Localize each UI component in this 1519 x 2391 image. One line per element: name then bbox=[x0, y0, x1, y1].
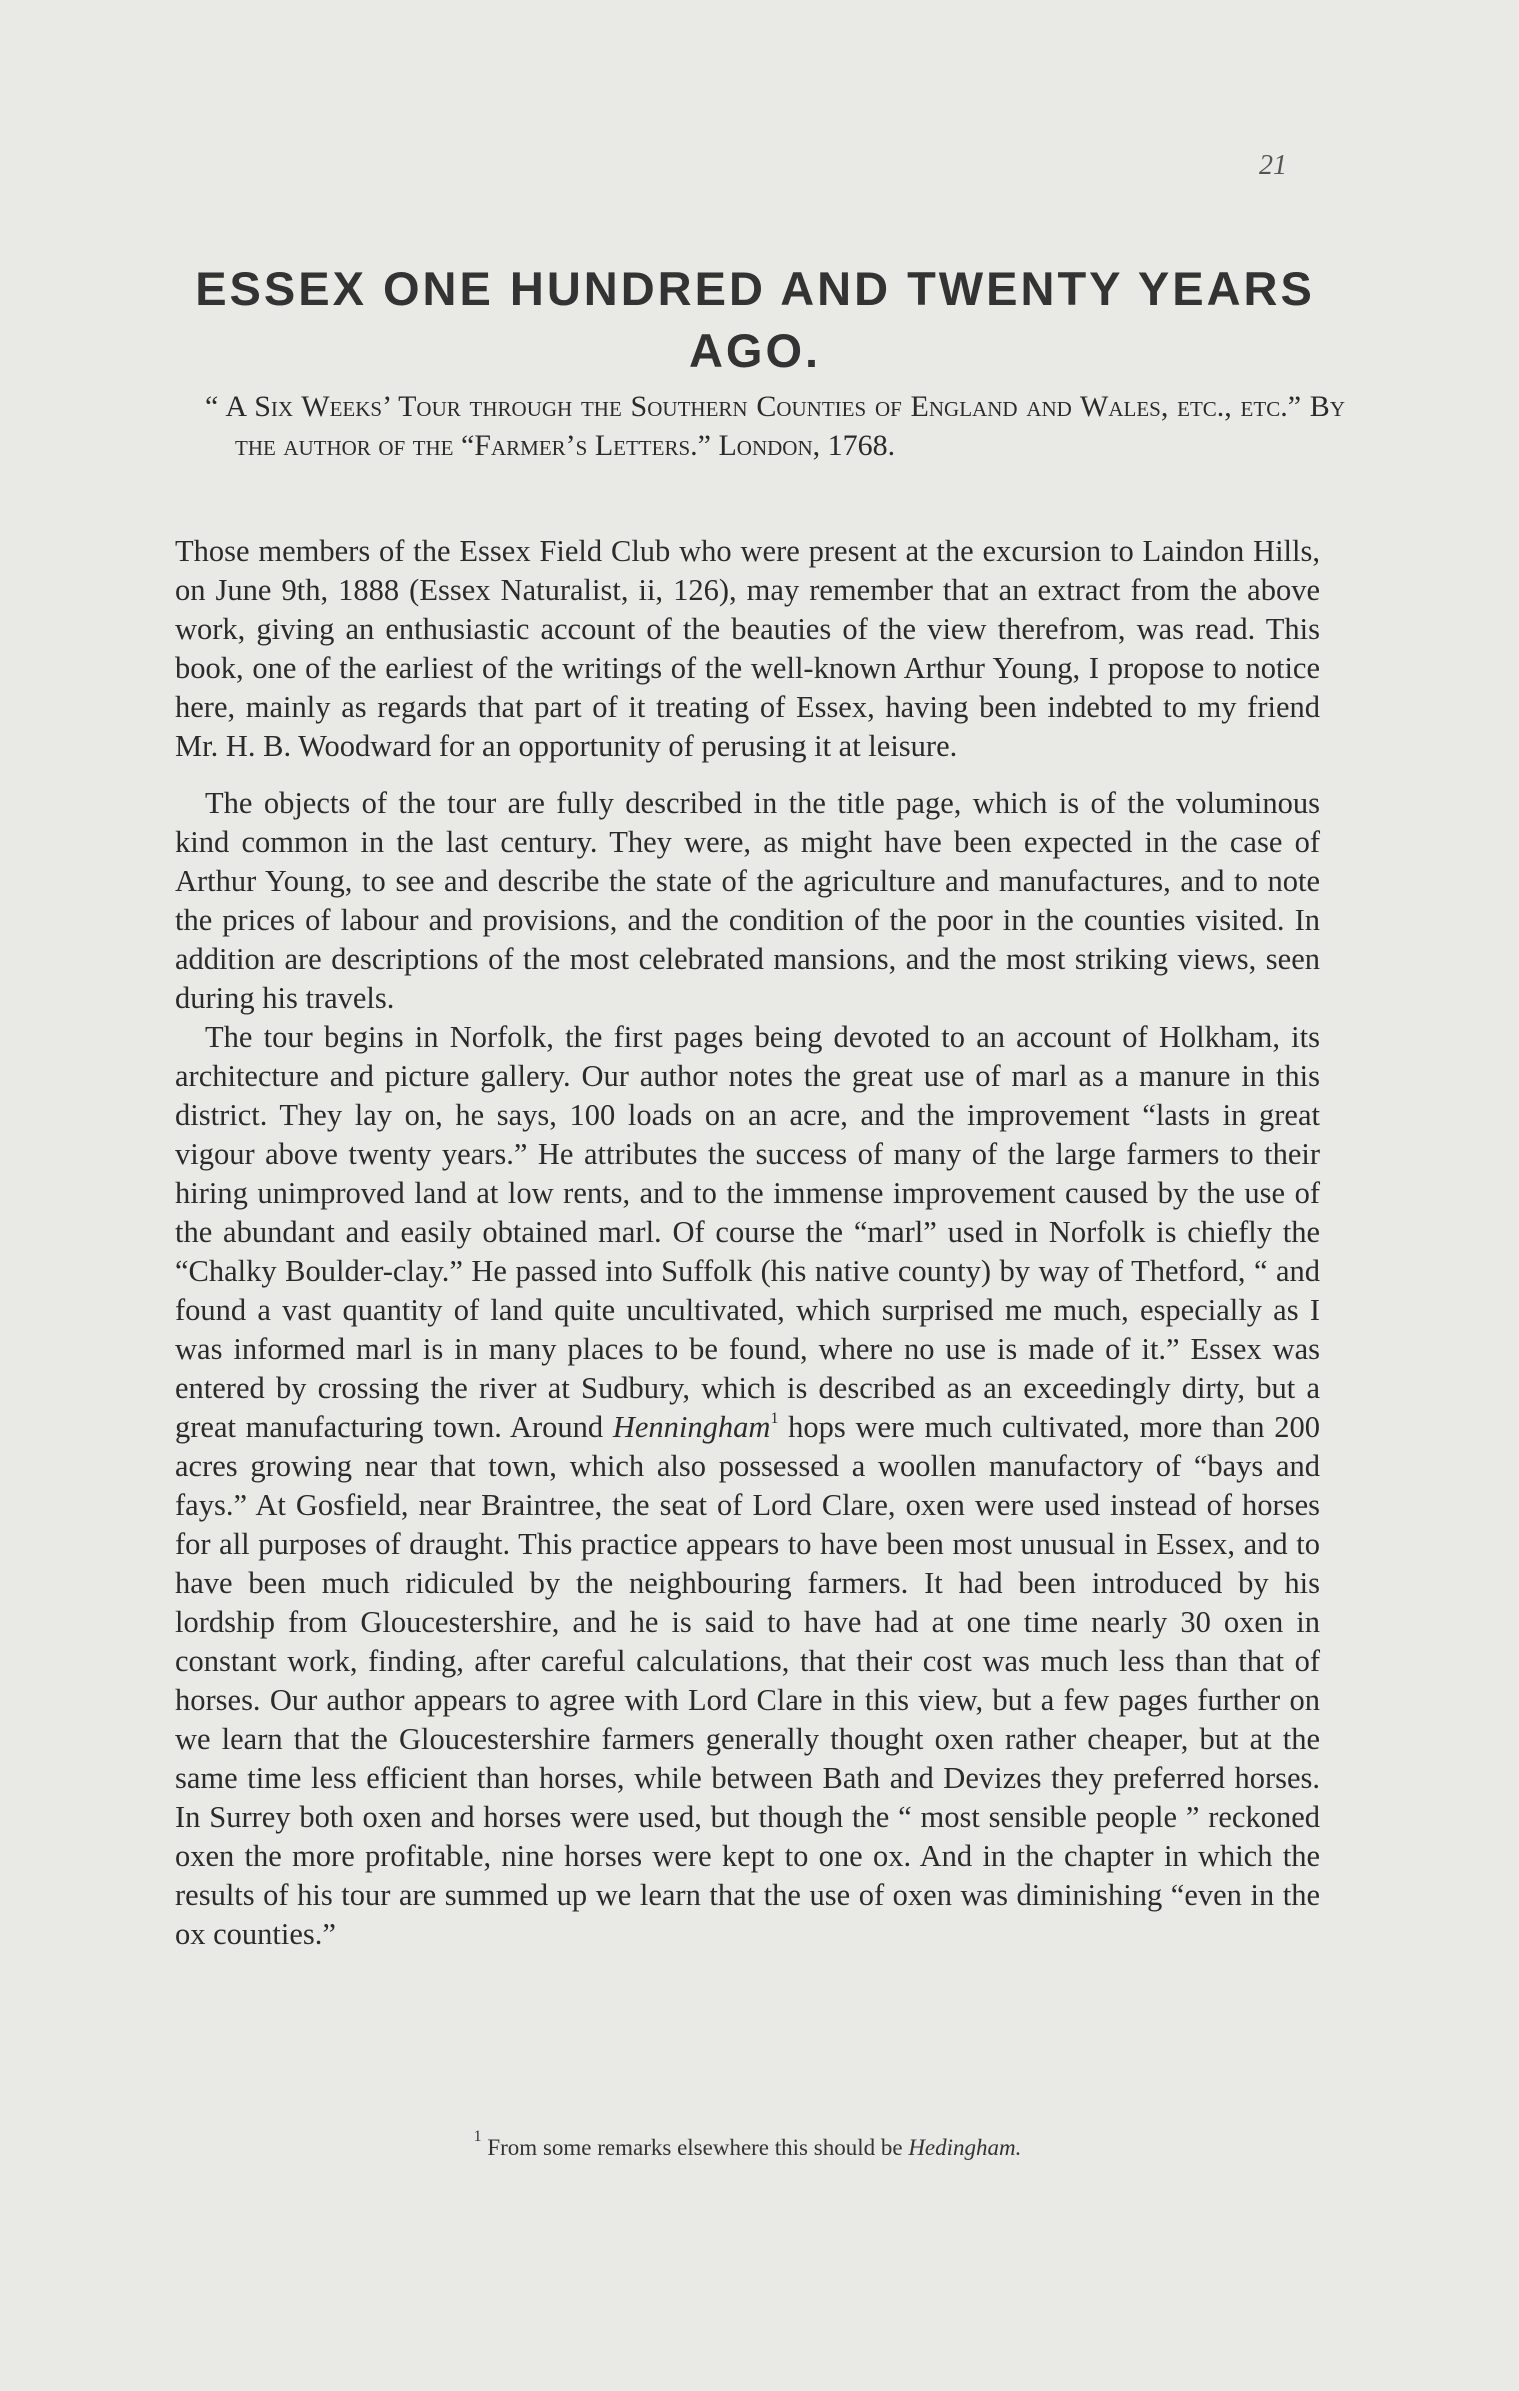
article-title: ESSEX ONE HUNDRED AND TWENTY YEARS AGO. bbox=[195, 262, 1315, 377]
paragraph-2: The objects of the tour are fully described in the title page, which is of the voluminous kind common in the last century. They were, as might have been expected in the case of Arthur Young, to see and describe the state of the agriculture and manufactures, and to note the prices of labour and provisions, and the condition of the poor in the counties visited. In addition are descriptions of the most celebrated mansions, and the most striking views, seen during his travels. bbox=[175, 786, 1320, 1015]
paragraph-3-text-b: hops were much cultivated, more than 200 acres growing near that town, which also possessed a woollen manufactory of “bays and fays.” At Gosfield, near Braintree, the seat of Lord Clare, oxen were used instead of horses for all purposes of draught. This practice appears to have been most unusual in Essex, and to have been much ridiculed by the neighbouring farmers. It had been introduced by his lordship from Gloucestershire, and he is said to have had at one time nearly 30 oxen in constant work, finding, after careful calculations, that their cost was much less than that of horses. Our author appears to agree with Lord Clare in this view, but a few pages further on we learn that the Gloucestershire farmers generally thought oxen rather cheaper, but at the same time less efficient than horses, while between Bath and Devizes they preferred horses. In Surrey both oxen and horses were used, but though the “ most sensible people ” reckoned oxen the more profitable, nine horses were kept to one ox. And in the chapter in which the results of his tour are summed up we learn that the use of oxen was diminishing “even in the ox counties.” bbox=[175, 1410, 1321, 1951]
article-body bbox=[175, 532, 1320, 1972]
epigraph-citation: “ A Six Weeks’ Tour through the Southern Counties of England and Wales, etc., etc.” By the author of the “Farmer’s Letters.” London, 1768. bbox=[205, 390, 1345, 462]
paragraph-3 bbox=[175, 1018, 1320, 1954]
page-number: 21 bbox=[1259, 150, 1287, 181]
footnote-marker: 1 bbox=[473, 2128, 482, 2145]
footnote-italic: Hedingham. bbox=[908, 2135, 1022, 2160]
paragraph-1: Those members of the Essex Field Club who were present at the excursion to Laindon Hills, on June 9th, 1888 (Essex Naturalist, ii, 126), may remember that an extract from the above work, giving an enthusiastic account of the beauties of the view therefrom, was read. This book, one of the earliest of the writings of the well-known Arthur Young, I propose to notice here, mainly as regards that part of it treating of Essex, having been indebted to my friend Mr. H. B. Woodward for an opportunity of perusing it at leisure. bbox=[175, 534, 1320, 763]
henningham-italic: Henningham bbox=[612, 1410, 771, 1444]
footnote-reference: 1 bbox=[770, 1410, 779, 1427]
paragraph-3-text-a: The tour begins in Norfolk, the first pages being devoted to an account of Holkham, its architecture and picture gallery. Our author notes the great use of marl as a manure in this district. They lay on, he says, 100 loads on an acre, and the improvement “lasts in great vigour above twenty years.” He attributes the success of many of the large farmers to their hiring unimproved land at low rents, and to the immense improvement caused by the use of the abundant and easily obtained marl. Of course the “marl” used in Norfolk is chiefly the “Chalky Boulder-clay.” He passed into Suffolk (his native county) by way of Thetford, “ and found a vast quantity of land quite uncultivated, which surprised me much, especially as I was informed marl is in many places to be found, where no use is made of it.” Essex was entered by crossing the river at Sudbury, which is described as an exceedingly dirty, but a great manufacturing town. Around bbox=[175, 1020, 1320, 1444]
footnote-text: From some remarks elsewhere this should be bbox=[487, 2135, 903, 2160]
footnote bbox=[175, 2128, 1320, 2161]
